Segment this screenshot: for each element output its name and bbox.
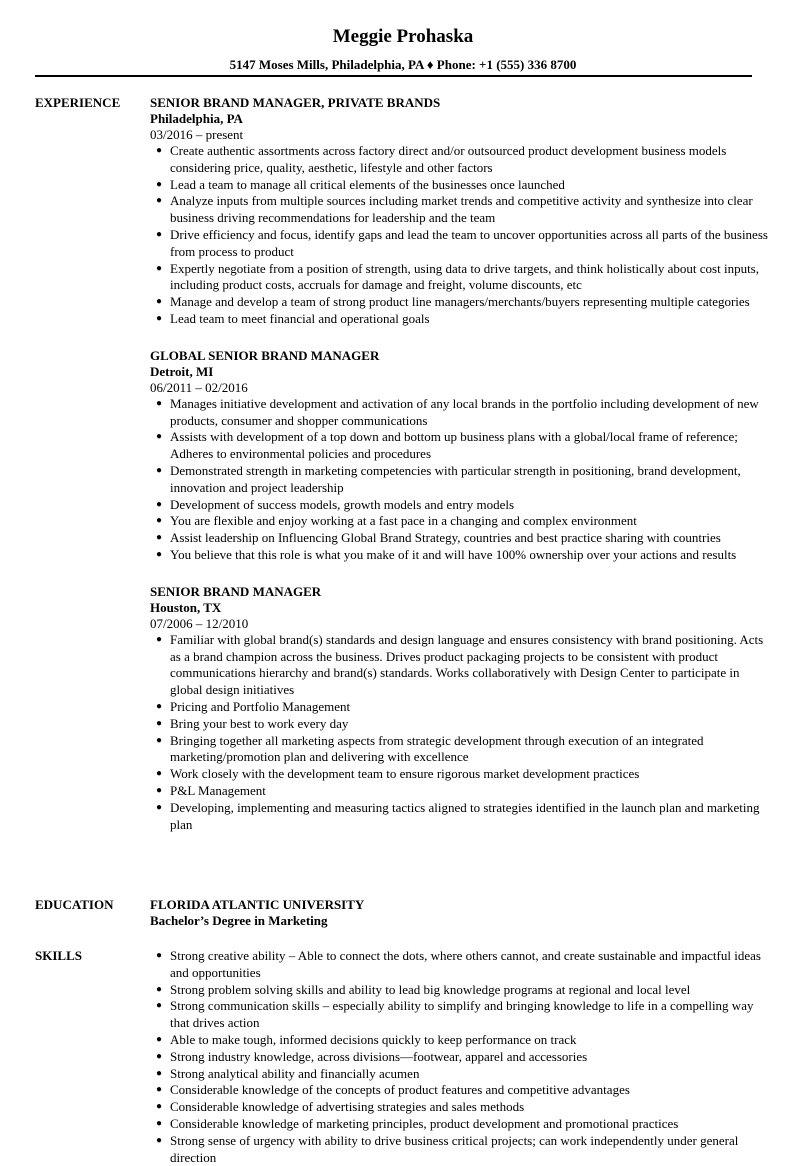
bullet-item [150, 1032, 770, 1049]
bullet-dot-icon: ● [156, 1050, 163, 1062]
bullet-dot-icon: ● [156, 296, 163, 308]
header-divider [35, 75, 752, 77]
bullet-dot-icon: ● [156, 717, 163, 729]
bullet-text: Strong communication skills – especially ability to simplify and bringing knowledge to life in a compelling way that drives action [170, 998, 754, 1031]
bullet-text: Manage and develop a team of strong product line managers/merchants/buyers representing multiple categories [170, 294, 750, 310]
bullet-text: You believe that this role is what you make of it and will have 100% ownership over your actions and results [170, 546, 737, 562]
bullet-text: Assist leadership on Influencing Global Brand Strategy, countries and best practice sharing with countries [170, 530, 721, 546]
bullet-item [150, 733, 770, 767]
bullet-text: Strong analytical ability and financially acumen [170, 1065, 420, 1081]
bullet-dot-icon: ● [156, 532, 163, 544]
bullet-dot-icon: ● [156, 1033, 163, 1045]
bullet-item [150, 193, 770, 227]
bullet-item [150, 177, 770, 194]
contact-line: 5147 Moses Mills, Philadelphia, PA ♦ Phone: +1 (555) 336 8700 [229, 57, 577, 72]
bullet-item [150, 800, 770, 834]
bullet-text: Strong problem solving skills and ability to lead big knowledge programs at regional and local level [170, 981, 691, 997]
bullet-dot-icon: ● [156, 431, 163, 443]
skills-list-wrap [150, 948, 770, 1166]
degree: Bachelor’s Degree in Marketing [150, 913, 328, 928]
job-title: GLOBAL SENIOR BRAND MANAGER [150, 347, 380, 363]
bullet-item [150, 766, 770, 783]
bullet-dot-icon: ● [156, 397, 163, 409]
bullet-item [150, 632, 770, 699]
bullet-item [150, 699, 770, 716]
candidate-name: Meggie Prohaska [332, 26, 474, 47]
bullet-item [150, 948, 770, 982]
section-label-experience: EXPERIENCE [35, 95, 121, 110]
bullet-dot-icon: ● [156, 1101, 163, 1113]
bullet-text: Work closely with the development team to ensure rigorous market development practices [170, 766, 640, 782]
bullet-item [150, 982, 770, 999]
bullet-text: Analyze inputs from multiple sources including market trends and competitive activity and synthesize into clear business driving recommendations for leadership and the team [170, 193, 753, 226]
bullet-text: You are flexible and enjoy working at a fast pace in a changing and complex environment [170, 513, 637, 529]
bullet-text: Pricing and Portfolio Management [170, 698, 351, 714]
bullet-text: Bring your best to work every day [170, 715, 349, 731]
bullet-dot-icon: ● [156, 312, 163, 324]
section-label-skills: SKILLS [35, 948, 82, 963]
bullet-dot-icon: ● [156, 1134, 163, 1146]
experience-list [150, 95, 770, 853]
job-dates: 03/2016 – present [150, 127, 244, 142]
bullet-text: Assists with development of a top down and bottom up business plans with a global/local frame of reference; Adheres to environmental policies and procedures [170, 429, 738, 462]
bullet-dot-icon: ● [156, 1084, 163, 1096]
bullet-dot-icon: ● [156, 700, 163, 712]
bullet-dot-icon: ● [156, 784, 163, 796]
bullet-text: Create authentic assortments across factory direct and/or outsourced product development business models considering price, quality, aesthetic, lifestyle and other factors [170, 143, 727, 175]
bullet-dot-icon: ● [156, 633, 163, 645]
bullet-text: Demonstrated strength in marketing competencies with particular strength in positioning, brand development, innovation and project leadership [170, 462, 741, 495]
bullet-dot-icon: ● [156, 548, 163, 560]
job-dates: 07/2006 – 12/2010 [150, 615, 249, 631]
bullet-dot-icon: ● [156, 178, 163, 190]
bullet-text: Strong sense of urgency with ability to drive business critical projects; can work independently under general direction [170, 1132, 739, 1165]
bullet-dot-icon: ● [156, 983, 163, 995]
bullet-dot-icon: ● [156, 950, 163, 961]
job-entry [150, 348, 770, 564]
education-entry [150, 897, 770, 929]
bullet-dot-icon: ● [156, 768, 163, 780]
bullet-item [150, 1133, 770, 1166]
bullet-item [150, 1066, 770, 1083]
bullet-text: Lead team to meet financial and operational goals [170, 310, 430, 326]
section-label-education: EDUCATION [35, 897, 114, 912]
bullet-text: Strong creative ability – Able to connect the dots, where others cannot, and create sustainable and impactful ideas and opportunities [170, 948, 761, 980]
job-location: Houston, TX [150, 599, 222, 615]
bullet-dot-icon: ● [156, 464, 163, 476]
bullet-item [150, 1099, 770, 1116]
bullet-dot-icon: ● [156, 801, 163, 813]
job-bullets [150, 632, 770, 834]
bullet-dot-icon: ● [156, 262, 163, 274]
bullet-dot-icon: ● [156, 734, 163, 746]
bullet-item [150, 261, 770, 295]
bullet-dot-icon: ● [156, 228, 163, 240]
bullet-item [150, 429, 770, 463]
bullet-text: Expertly negotiate from a position of strength, using data to drive targets, and think holistically about cost inputs, including product costs, accruals for damage and freight, volume discounts, etc [170, 260, 759, 293]
bullet-text: Considerable knowledge of advertising strategies and sales methods [170, 1099, 525, 1115]
job-entry [150, 584, 770, 834]
bullet-item [150, 463, 770, 497]
bullet-dot-icon: ● [156, 145, 163, 156]
bullet-text: Strong industry knowledge, across divisions—footwear, apparel and accessories [170, 1048, 588, 1064]
bullet-item [150, 1049, 770, 1066]
job-bullets [150, 396, 770, 564]
bullet-item [150, 998, 770, 1032]
bullet-text: Able to make tough, informed decisions quickly to keep performance on track [170, 1031, 577, 1047]
bullet-text: Bringing together all marketing aspects from strategic development through execution of an integrated marketing/promotion plan and delivering with excellence [170, 732, 704, 765]
bullet-item [150, 497, 770, 514]
bullet-dot-icon: ● [156, 1067, 163, 1079]
bullet-text: Development of success models, growth models and entry models [170, 496, 515, 512]
bullet-dot-icon: ● [156, 1000, 163, 1012]
skills-list [150, 948, 770, 1166]
bullet-dot-icon: ● [156, 1117, 163, 1129]
bullet-item [150, 1116, 770, 1133]
bullet-item [150, 311, 770, 328]
bullet-text: Lead a team to manage all critical elements of the businesses once launched [170, 176, 565, 192]
bullet-item [150, 294, 770, 311]
job-location: Philadelphia, PA [150, 111, 243, 126]
job-title: SENIOR BRAND MANAGER, PRIVATE BRANDS [150, 95, 441, 110]
bullet-dot-icon: ● [156, 515, 163, 527]
bullet-dot-icon: ● [156, 195, 163, 207]
bullet-text: P&L Management [170, 782, 266, 798]
bullet-item [150, 396, 770, 430]
bullet-text: Manages initiative development and activation of any local brands in the portfolio including development of new products, consumer and shopper communications [170, 395, 759, 428]
job-title: SENIOR BRAND MANAGER [150, 583, 322, 599]
bullet-text: Considerable knowledge of the concepts of product features and competitive advantages [170, 1082, 630, 1098]
job-dates: 06/2011 – 02/2016 [150, 379, 248, 395]
job-location: Detroit, MI [150, 363, 214, 379]
bullet-text: Considerable knowledge of marketing principles, product development and promotional practices [170, 1115, 679, 1131]
bullet-text: Familiar with global brand(s) standards and design language and ensures consistency with brand positioning. Acts as a brand champion across the business. Drives product packaging projects to be consistent with product communications hierarchy and brand(s) standards. Works collaboratively with Design Center to participate in global design initiatives [170, 631, 764, 698]
bullet-item [150, 547, 770, 564]
school-name: FLORIDA ATLANTIC UNIVERSITY [150, 897, 365, 912]
bullet-item [150, 716, 770, 733]
bullet-item [150, 513, 770, 530]
bullet-item [150, 530, 770, 547]
bullet-item [150, 1082, 770, 1099]
bullet-text: Developing, implementing and measuring tactics aligned to strategies identified in the launch plan and marketing plan [170, 799, 760, 832]
bullet-item [150, 143, 770, 177]
job-entry [150, 95, 770, 328]
bullet-dot-icon: ● [156, 498, 163, 510]
bullet-item [150, 227, 770, 261]
bullet-item [150, 783, 770, 800]
job-bullets [150, 143, 770, 328]
bullet-text: Drive efficiency and focus, identify gaps and lead the team to uncover opportunities across all parts of the business from process to product [170, 226, 768, 259]
